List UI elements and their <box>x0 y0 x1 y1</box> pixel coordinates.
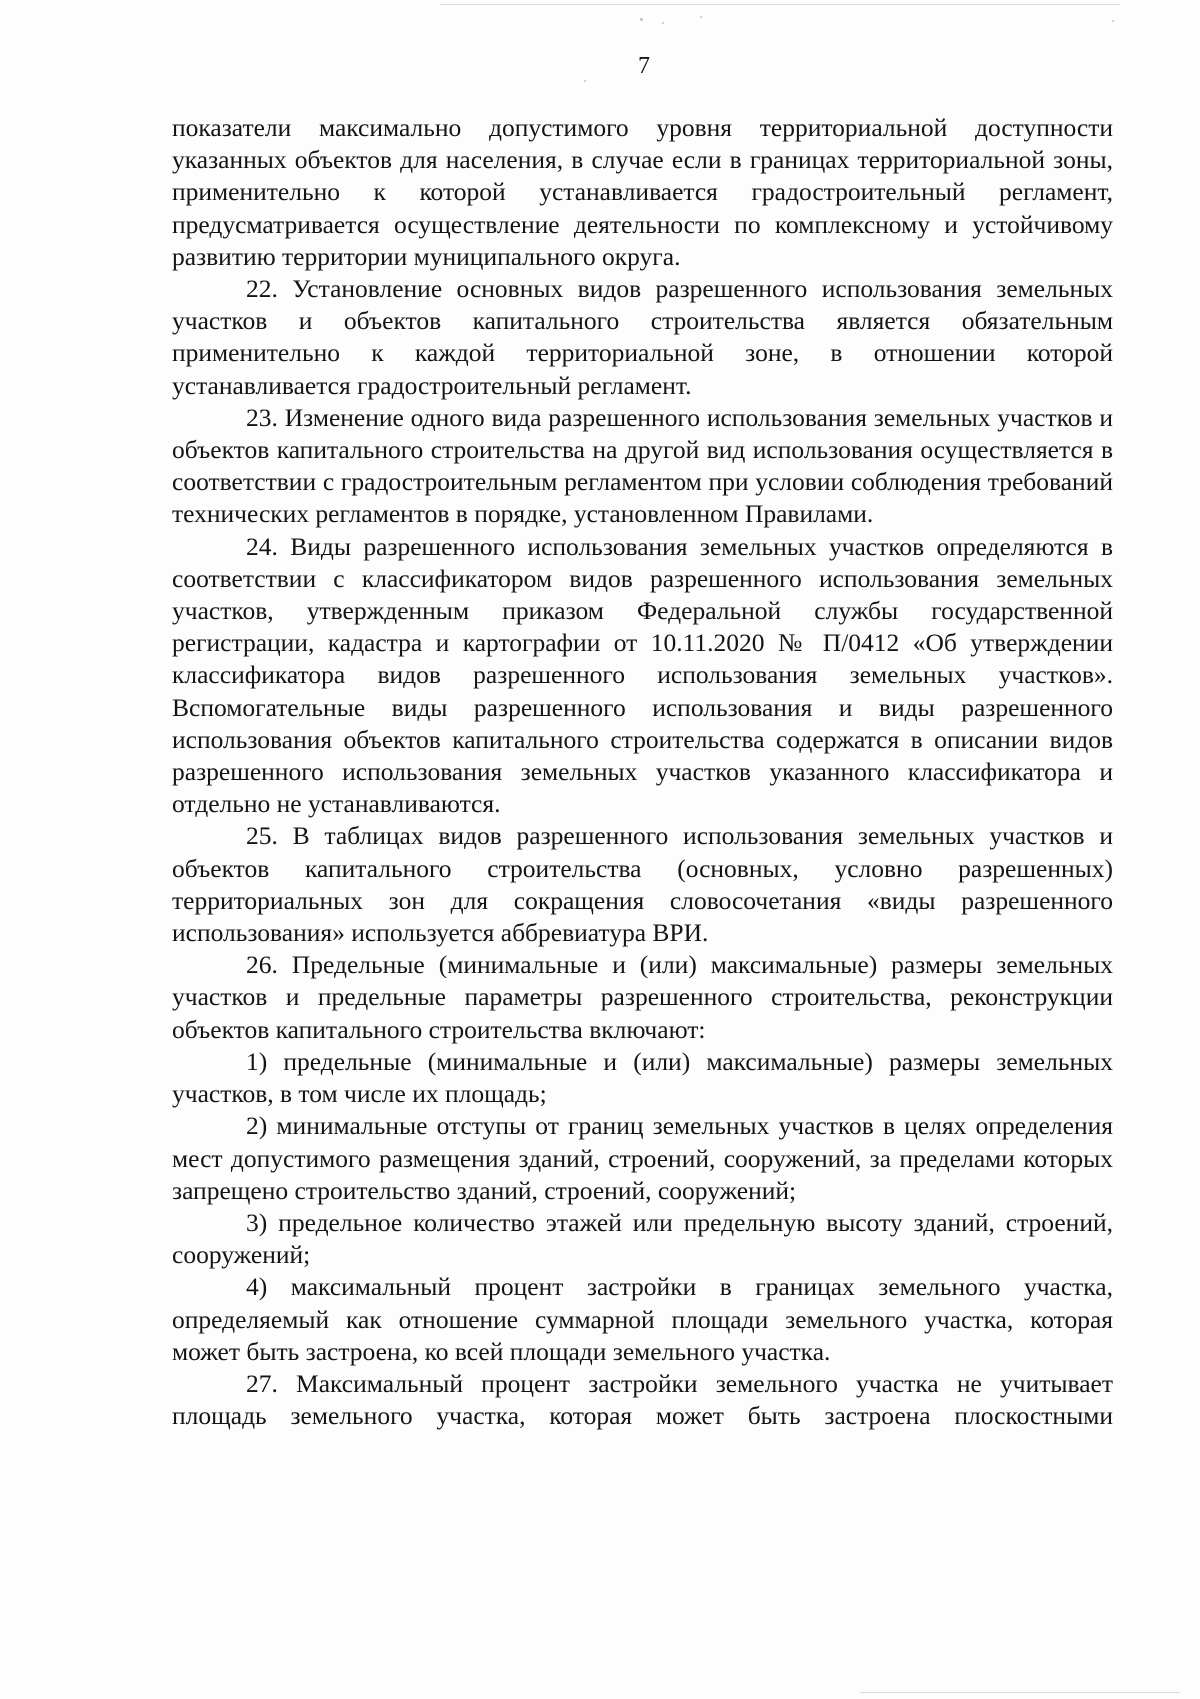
body-text <box>172 112 1113 1432</box>
list-item-2: 2) минимальные отступы от границ земельных участков в целях определения мест допустимого размещения зданий, строений, сооружений, за пределами которых запрещено строительство зданий, строений, сооружений; <box>172 1111 1113 1205</box>
scan-artifact-bottom <box>860 1692 1180 1693</box>
paragraph-continuation: показатели максимально допустимого уровня территориальной доступности указанных объектов для населения, в случае если в границах территориальной зоны, применительно к которой устанавливается градостроительный регламент, предусматривается осуществление деятельности по комплексному и устойчивому развитию территории муниципального округа. <box>172 113 1113 271</box>
paragraph-23: 23. Изменение одного вида разрешенного использования земельных участков и объектов капитального строительства на другой вид использования осуществляется в соответствии с градостроительным регламентом при условии соблюдения требований технических регламентов в порядке, установленном Правилами. <box>172 402 1113 529</box>
list-item-3: 3) предельное количество этажей или предельную высоту зданий, строений, сооружений; <box>172 1207 1113 1270</box>
scan-speck <box>640 18 643 21</box>
paragraph-22: 22. Установление основных видов разрешенного использования земельных участков и объектов капитального строительства является обязательным применительно к каждой территориальной зоне, в отношении которой устанавливается градостроительный регламент. <box>172 274 1113 400</box>
paragraph-24: 24. Виды разрешенного использования земельных участков определяются в соответствии с классификатором видов разрешенного использования земельных участков, утвержденным приказом Федеральной службы государственной регистрации, кадастра и картографии от 10.11.2020 № П/0412 «Об утверждении классификатора видов разрешенного использования земельных участков». Вспомогательные виды разрешенного использования и виды разрешенного использования объектов капитального строительства содержатся в описании видов разрешенного использования земельных участков указанного классификатора и отдельно не устанавливаются. <box>172 531 1113 819</box>
scan-speck <box>700 16 702 18</box>
paragraph-25: 25. В таблицах видов разрешенного использования земельных участков и объектов капитального строительства (основных, условно разрешенных) территориальных зон для сокращения словосочетания «виды разрешенного использования» используется аббревиатура ВРИ. <box>172 821 1113 948</box>
scan-speck <box>662 22 664 24</box>
scan-artifact-top <box>440 4 1120 5</box>
scan-speck <box>584 80 586 82</box>
paragraph-26: 26. Предельные (минимальные и (или) максимальные) размеры земельных участков и предельные параметры разрешенного строительства, реконструкции объектов капитального строительства включают: <box>172 950 1113 1044</box>
page-number: 7 <box>638 53 650 79</box>
paragraph-27: 27. Максимальный процент застройки земельного участка не учитывает площадь земельного участка, которая может быть застроена плоскостными <box>172 1368 1113 1431</box>
list-item-1: 1) предельные (минимальные и (или) максимальные) размеры земельных участков, в том числе их площадь; <box>172 1046 1113 1109</box>
list-item-4: 4) максимальный процент застройки в границах земельного участка, определяемый как отношение суммарной площади земельного участка, которая может быть застроена, ко всей площади земельного участка. <box>172 1272 1113 1366</box>
scan-speck <box>1112 20 1114 22</box>
